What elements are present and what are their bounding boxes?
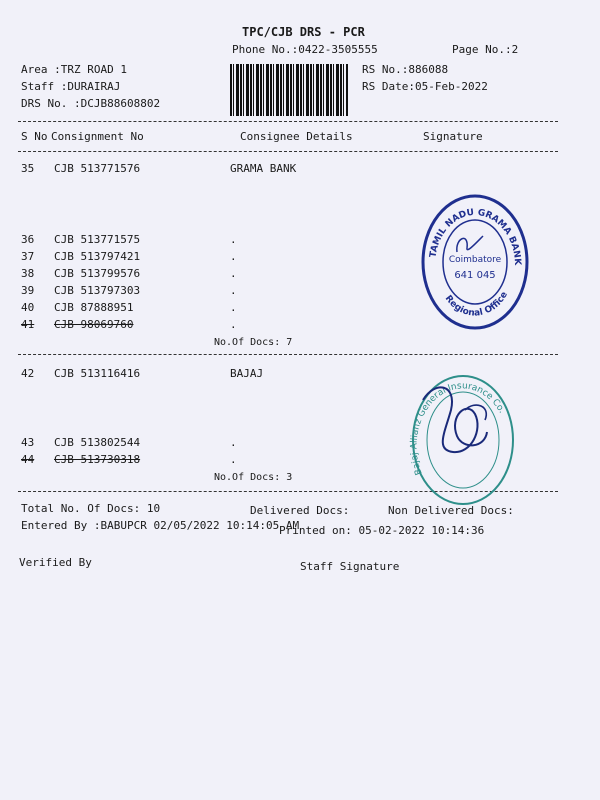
row-consignee: .	[230, 284, 237, 297]
delivered-docs: Delivered Docs:	[250, 504, 350, 517]
row-consignee: BAJAJ	[230, 367, 264, 380]
divider	[18, 121, 558, 122]
rs-date: RS Date:05-Feb-2022	[362, 80, 488, 93]
divider	[18, 354, 558, 355]
seal-pin: 641 045	[454, 270, 496, 281]
phone-number: Phone No.:0422-3505555	[232, 43, 378, 56]
row-sno: 40	[21, 301, 35, 314]
row-consignment: CJB 98069760	[54, 318, 134, 331]
row-consignment: CJB 513771576	[54, 162, 141, 175]
row-sno: 35	[21, 162, 35, 175]
barcode	[230, 64, 348, 116]
row-consignee: .	[230, 436, 237, 449]
column-header-sno: S No	[21, 130, 48, 143]
column-header-consignment: Consignment No	[51, 130, 144, 143]
row-sno: 41	[21, 318, 35, 331]
row-consignee: .	[230, 233, 237, 246]
page-number: Page No.:2	[452, 43, 519, 56]
divider	[18, 151, 558, 152]
column-header-signature: Signature	[423, 130, 483, 143]
row-consignee: .	[230, 453, 237, 466]
column-header-consignee: Consignee Details	[240, 130, 353, 143]
area-label: Area :TRZ ROAD 1	[21, 63, 127, 76]
document-title: TPC/CJB DRS - PCR	[242, 25, 365, 39]
row-sno: 43	[21, 436, 35, 449]
seal-ring-text: Bajaj Allianz General Insurance Co.	[409, 381, 507, 477]
row-consignment: CJB 513771575	[54, 233, 141, 246]
row-consignee: .	[230, 301, 237, 314]
row-consignment: CJB 513802544	[54, 436, 141, 449]
row-consignee: .	[230, 267, 237, 280]
row-consignment: CJB 513797303	[54, 284, 141, 297]
seal-ring-text: TAMIL NADU GRAMA BANK	[428, 207, 523, 266]
group-doc-count: No.Of Docs: 3	[214, 472, 293, 483]
row-sno: 44	[21, 453, 35, 466]
seal-bottom-text: Regional Office	[442, 290, 510, 319]
row-consignment: CJB 513116416	[54, 367, 141, 380]
seal-city: Coimbatore	[448, 255, 502, 265]
row-consignment: CJB 513799576	[54, 267, 141, 280]
rs-number: RS No.:886088	[362, 63, 449, 76]
staff-label: Staff :DURAIRAJ	[21, 80, 121, 93]
row-sno: 38	[21, 267, 35, 280]
group-doc-count: No.Of Docs: 7	[214, 337, 293, 348]
row-sno: 37	[21, 250, 35, 263]
row-consignee: .	[230, 318, 237, 331]
row-sno: 39	[21, 284, 35, 297]
row-consignment: CJB 87888951	[54, 301, 134, 314]
verified-by-label: Verified By	[19, 556, 92, 569]
entered-by: Entered By :BABUPCR 02/05/2022 10:14:05 AM	[21, 519, 300, 532]
printed-on: Printed on: 05-02-2022 10:14:36	[279, 524, 485, 537]
row-consignee: GRAMA BANK	[230, 162, 297, 175]
total-docs: Total No. Of Docs: 10	[21, 502, 161, 515]
row-sno: 36	[21, 233, 35, 246]
signature-scribble	[457, 236, 483, 252]
insurance-seal-stamp	[405, 370, 517, 510]
row-sno: 42	[21, 367, 35, 380]
drs-number: DRS No. :DCJB88608802	[21, 97, 161, 110]
row-consignment: CJB 513797421	[54, 250, 141, 263]
non-delivered-docs: Non Delivered Docs:	[388, 504, 514, 517]
staff-signature-label: Staff Signature	[300, 560, 400, 573]
row-consignment: CJB 513730318	[54, 453, 141, 466]
bank-seal-stamp	[417, 190, 529, 336]
row-consignee: .	[230, 250, 237, 263]
